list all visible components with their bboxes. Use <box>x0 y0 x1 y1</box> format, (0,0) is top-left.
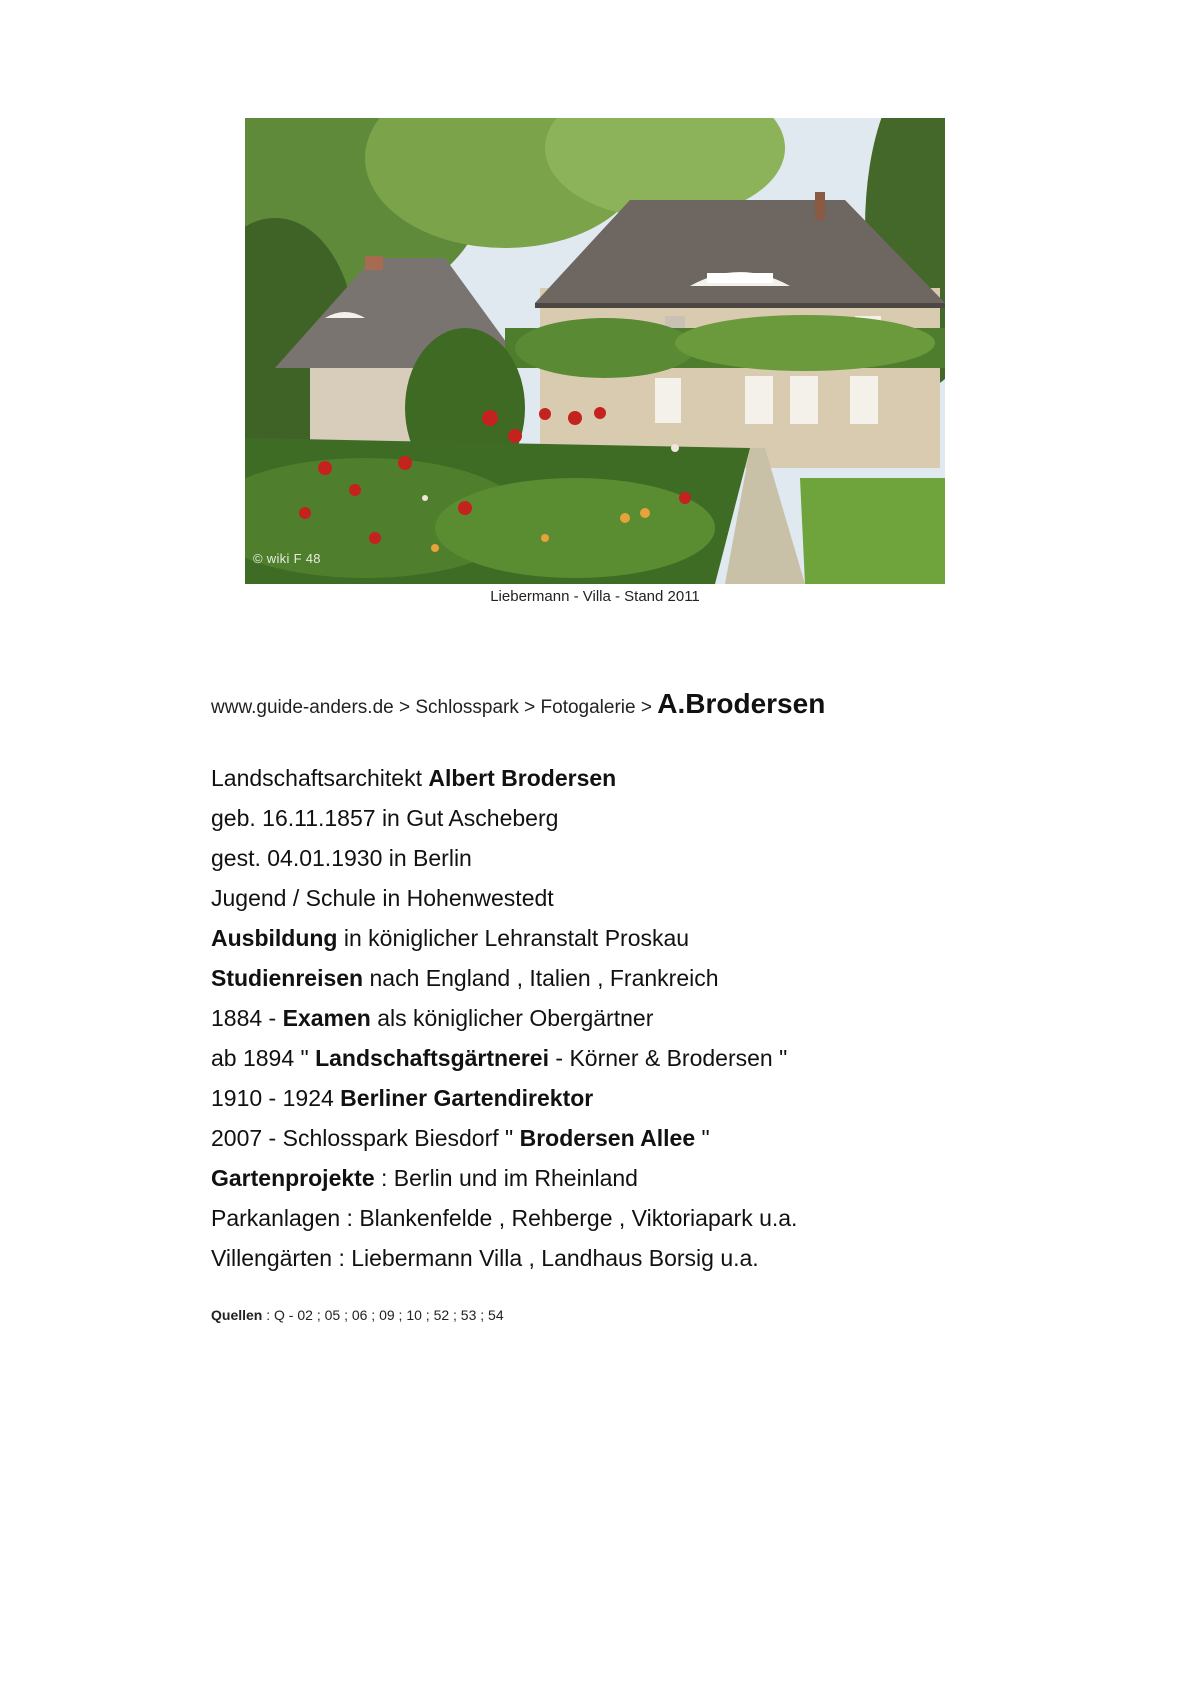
bio-line-director <box>211 1078 797 1118</box>
bio-line-villa-gardens: Villengärten : Liebermann Villa , Landhaus Borsig u.a. <box>211 1245 759 1271</box>
bio-keyword: Ausbildung <box>211 925 338 951</box>
bio-line-exam <box>211 998 797 1038</box>
bio-text: 1910 - 1924 <box>211 1085 341 1111</box>
breadcrumb-site-link[interactable]: www.guide-anders.de <box>211 697 394 718</box>
bio-line-youth: Jugend / Schule in Hohenwestedt <box>211 885 554 911</box>
bio-text: als königlicher Obergärtner <box>370 1005 654 1031</box>
bio-line-projects <box>211 1158 797 1198</box>
villa-photo-image <box>245 118 945 584</box>
bio-keyword: Gartenprojekte <box>211 1165 375 1191</box>
page-title: A.Brodersen <box>657 688 826 719</box>
bio-line-birth: geb. 16.11.1857 in Gut Ascheberg <box>211 805 559 831</box>
bio-text: " <box>695 1125 710 1151</box>
bio-line-allee <box>211 1118 797 1158</box>
bio-line-death: gest. 04.01.1930 in Berlin <box>211 845 472 871</box>
bio-keyword: Landschaftsgärtnerei <box>315 1045 549 1071</box>
photo-caption: Liebermann - Villa - Stand 2011 <box>490 588 700 605</box>
bio-line-parks: Parkanlagen : Blankenfelde , Rehberge , Viktoriapark u.a. <box>211 1205 798 1231</box>
bio-keyword: Brodersen Allee <box>519 1125 696 1151</box>
bio-keyword: Examen <box>282 1005 371 1031</box>
breadcrumb <box>211 688 825 720</box>
breadcrumb-separator: > <box>635 697 658 718</box>
bio-line-study-trips <box>211 958 797 998</box>
sources-label: Quellen <box>211 1307 263 1323</box>
sources-text: : Q - 02 ; 05 ; 06 ; 09 ; 10 ; 52 ; 53 ; 54 <box>262 1307 504 1323</box>
bio-line-profession <box>211 758 797 798</box>
breadcrumb-separator: > <box>393 697 416 718</box>
breadcrumb-separator: > <box>518 697 541 718</box>
bio-line-training <box>211 918 797 958</box>
biography-list <box>211 758 797 1278</box>
sources-line <box>211 1307 504 1323</box>
breadcrumb-schlosspark-link[interactable]: Schlosspark <box>415 697 519 718</box>
photo-watermark: © wiki F 48 <box>253 551 321 566</box>
bio-text: Landschaftsarchitekt <box>211 765 429 791</box>
bio-text: 2007 - Schlosspark Biesdorf " <box>211 1125 520 1151</box>
bio-name: Albert Brodersen <box>428 765 617 791</box>
breadcrumb-fotogalerie-link[interactable]: Fotogalerie <box>540 697 636 718</box>
bio-text: nach England , Italien , Frankreich <box>363 965 719 991</box>
bio-line-nursery <box>211 1038 797 1078</box>
bio-keyword: Berliner Gartendirektor <box>340 1085 594 1111</box>
villa-photo <box>245 118 945 584</box>
bio-keyword: Studienreisen <box>211 965 364 991</box>
bio-text: in königlicher Lehranstalt Proskau <box>337 925 690 951</box>
bio-text: 1884 - <box>211 1005 283 1031</box>
bio-text: - Körner & Brodersen " <box>549 1045 788 1071</box>
bio-text: : Berlin und im Rheinland <box>374 1165 638 1191</box>
bio-text: ab 1894 " <box>211 1045 316 1071</box>
